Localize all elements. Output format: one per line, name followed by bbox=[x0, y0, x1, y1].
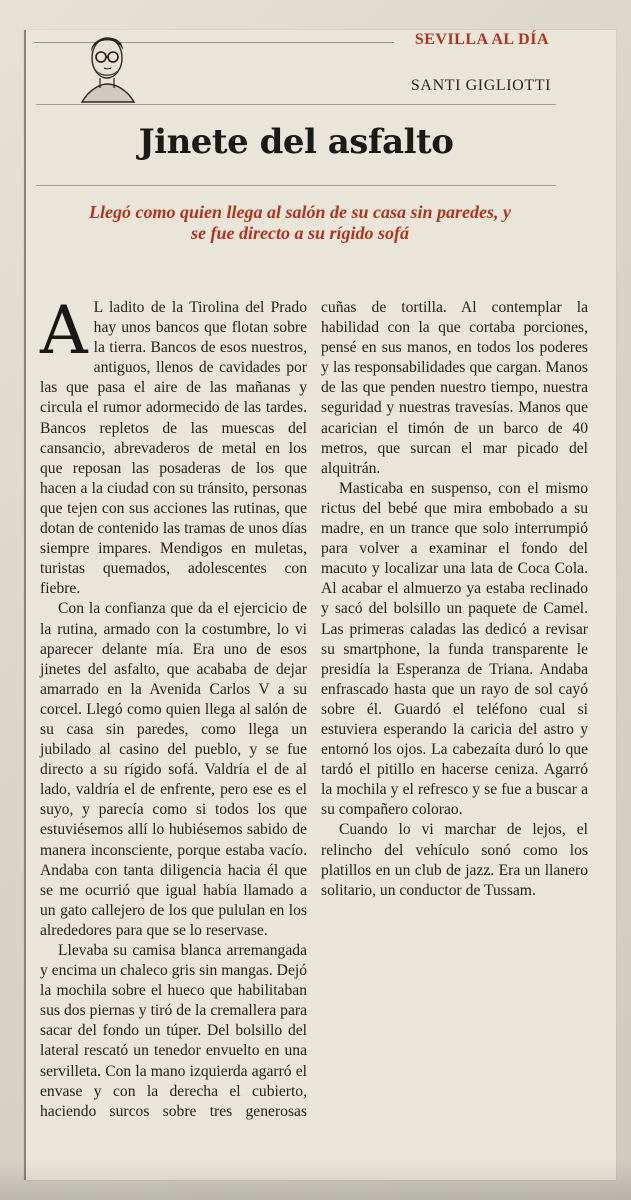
paragraph-3: Llevaba su camisa blanca arremangada y encima un chaleco gris sin mangas. Dejó la mochila sobre el hueco que habilitaban sus dos piernas y tiró de la cremallera para sacar del fondo un túper. Del bolsillo del lateral rescató un tenedor envuelto en una servilleta. Con la mano izquierda agarró el envase y con la derecha el cubierto, haciendo surcos sobre tres generosas cuñas de tortilla. Al contemplar la habilidad con la que cortaba porciones, pensé en sus manos, en todos los poderes y las responsabilidades que cargan. Manos de las que penden nuestro tiempo, nuestra seguridad y nuestras travesías. Manos que acarician el timón de un barco de 40 metros, que surcan el mar picado del alquitrán. bbox=[40, 299, 588, 1120]
headline-rule bbox=[36, 185, 556, 186]
paragraph-1-text: L ladito de la Tirolina del Prado hay unos bancos que flotan sobre la tierra. Bancos de esos nuestros, antiguos, llenos de cavidades por las que pasa el aire de las mañanas y circula el rumor adormecido de las tardes. Bancos repletos de las muescas del cansancio, abrevaderos de metal en los que reposan las posaderas de los que hacen a la ciudad con su tránsito, personas que tejen con sus acciones las rutinas, que dotan de contenido las tramas de unos días siempre impares. Mendigos en muletas, turistas quemados, adolescentes con fiebre. bbox=[40, 299, 307, 598]
author-portrait-illustration bbox=[76, 22, 138, 108]
article-body bbox=[40, 292, 588, 1128]
drop-cap: A bbox=[40, 292, 88, 369]
headline: Jinete del asfalto bbox=[138, 122, 454, 162]
page-fold-shadow bbox=[0, 1160, 631, 1200]
paragraph-4: Masticaba en suspenso, con el mismo rictus del bebé que mira embobado a su madre, en un trance que solo interrumpió para volver a examinar el fondo del macuto y localizar una lata de Coca Cola. Al acabar el almuerzo ya estaba reclinado y sacó del bolsillo un paquete de Camel. Las primeras caladas las dedicó a revisar su smartphone, la funda transparente le presidía la Esperanza de Triana. Andaba enfrascado hasta que un rayo de sol cayó sobre él. Guardó el teléfono cual si estuviera esperando la caricia del astro y entornó los ojos. La cabezaíta duró lo que tardó el pitillo en hacerse ceniza. Agarró la mochila y el refresco y se fue a buscar a su compañero colorao. bbox=[321, 479, 588, 819]
paragraph-1 bbox=[40, 292, 307, 599]
deck-subtitle: Llegó como quien llega al salón de su casa sin paredes, y se fue directo a su rígido sofá bbox=[89, 202, 511, 243]
byline-rule bbox=[36, 104, 556, 105]
author-byline: SANTI GIGLIOTTI bbox=[410, 77, 551, 94]
section-label: SEVILLA AL DÍA bbox=[414, 31, 549, 48]
paragraph-2: Con la confianza que da el ejercicio de la rutina, armado con la costumbre, lo vi aparecer delante mía. Era uno de esos jinetes del asfalto, que acababa de dejar amarrado en la Avenida Carlos V a su corcel. Llegó como quien llega al salón de su casa sin paredes, como llega un jubilado al casino del pueblo, y se fue directo a su rígido sofá. Valdría el de al lado, valdría el de enfrente, pero ese es el suyo, y parecía como si todos los que estuviésemos allí lo hubiésemos sabido de manera inconsciente, porque estaba vacío. Andaba con tanta diligencia hacia él que se me ocurrió que igual había llamado a un gato callejero de los que pululan en los alrededores para que se lo reservase. bbox=[40, 600, 307, 939]
paragraph-5: Cuando lo vi marchar de lejos, el relincho del vehículo sonó como los platillos en un club de jazz. Era un llanero solitario, un conductor de Tussam. bbox=[321, 821, 588, 899]
